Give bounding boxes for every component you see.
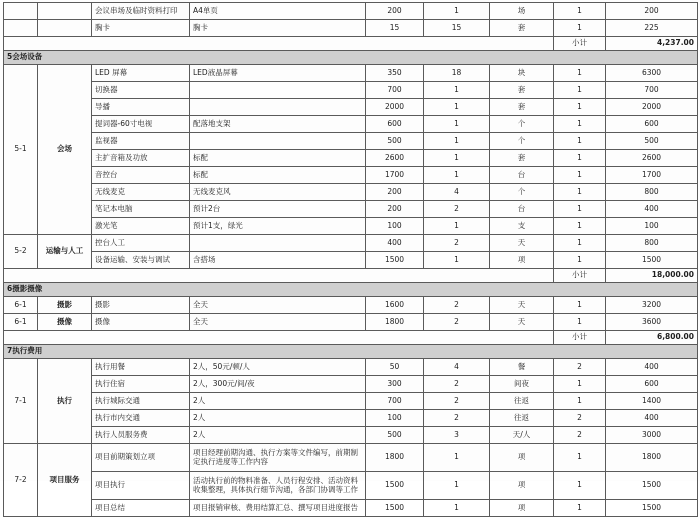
amount-cell: 600 — [606, 376, 698, 393]
spec-cell: 胸卡 — [190, 20, 366, 37]
item-name-cell: 切换器 — [92, 82, 190, 99]
table-row — [4, 20, 698, 37]
price-cell: 600 — [366, 116, 424, 133]
price-cell: 50 — [366, 359, 424, 376]
item-name-cell: 执行住宿 — [92, 376, 190, 393]
group-number: 5-1 — [4, 65, 38, 235]
item-name-cell: 提词器-60寸电视 — [92, 116, 190, 133]
item-name-cell: 音控台 — [92, 167, 190, 184]
price-cell: 200 — [366, 3, 424, 20]
item-name-cell: LED 屏幕 — [92, 65, 190, 82]
spec-cell: 2人 — [190, 393, 366, 410]
table-row — [4, 150, 698, 167]
table-row — [4, 235, 698, 252]
price-cell: 15 — [366, 20, 424, 37]
days-cell: 1 — [554, 472, 606, 500]
item-name-cell: 激光笔 — [92, 218, 190, 235]
spec-cell: 无线麦克风 — [190, 184, 366, 201]
spec-cell: 项目报销审核、费用结算汇总、撰写项目进度报告 — [190, 500, 366, 517]
category-cell — [38, 3, 92, 20]
amount-cell: 2600 — [606, 150, 698, 167]
amount-cell: 800 — [606, 184, 698, 201]
amount-cell: 600 — [606, 116, 698, 133]
spec-cell: 标配 — [190, 150, 366, 167]
qty-cell: 1 — [424, 252, 490, 269]
price-cell: 100 — [366, 218, 424, 235]
table-row — [4, 297, 698, 314]
price-cell: 700 — [366, 393, 424, 410]
table-row — [4, 376, 698, 393]
qty-cell: 2 — [424, 376, 490, 393]
days-cell: 1 — [554, 184, 606, 201]
amount-cell: 1500 — [606, 500, 698, 517]
days-cell: 1 — [554, 133, 606, 150]
amount-cell: 400 — [606, 410, 698, 427]
days-cell: 1 — [554, 444, 606, 472]
days-cell: 1 — [554, 500, 606, 517]
spec-cell: 预计1支，绿光 — [190, 218, 366, 235]
unit-cell: 台 — [490, 201, 554, 218]
amount-cell: 1700 — [606, 167, 698, 184]
group-category: 摄影 — [38, 297, 92, 314]
table-row — [4, 167, 698, 184]
item-name-cell: 执行城际交通 — [92, 393, 190, 410]
amount-cell: 400 — [606, 359, 698, 376]
unit-cell: 餐 — [490, 359, 554, 376]
spec-cell: 项目经理前期沟通、执行方案等文件编写，前期制定执行进度等工作内容 — [190, 444, 366, 472]
table-row — [4, 3, 698, 20]
qty-cell: 15 — [424, 20, 490, 37]
days-cell: 1 — [554, 297, 606, 314]
qty-cell: 1 — [424, 99, 490, 116]
days-cell: 1 — [554, 201, 606, 218]
price-cell: 1700 — [366, 167, 424, 184]
table-row — [4, 410, 698, 427]
table-row — [4, 252, 698, 269]
table-row — [4, 444, 698, 472]
days-cell: 1 — [554, 20, 606, 37]
days-cell: 1 — [554, 218, 606, 235]
table-row — [4, 472, 698, 500]
spec-cell: 预计2台 — [190, 201, 366, 218]
group-category: 执行 — [38, 359, 92, 444]
item-name-cell: 摄影 — [92, 297, 190, 314]
price-cell: 400 — [366, 235, 424, 252]
spec-cell — [190, 99, 366, 116]
qty-cell: 1 — [424, 444, 490, 472]
section-header — [4, 51, 698, 65]
subtotal-spacer — [4, 269, 554, 283]
price-cell: 1800 — [366, 314, 424, 331]
spec-cell: 2人，50元/顿/人 — [190, 359, 366, 376]
spec-cell: 活动执行前的物料准备、人员行程安排、活动资料收集整理，具体执行细节沟通，各部门协调等工作 — [190, 472, 366, 500]
amount-cell: 500 — [606, 133, 698, 150]
amount-cell: 225 — [606, 20, 698, 37]
table-row — [4, 82, 698, 99]
table-row — [4, 314, 698, 331]
days-cell: 2 — [554, 410, 606, 427]
spec-cell: LED液晶屏幕 — [190, 65, 366, 82]
price-cell: 500 — [366, 133, 424, 150]
amount-cell: 1400 — [606, 393, 698, 410]
subtotal-row — [4, 331, 698, 345]
spec-cell: 全天 — [190, 314, 366, 331]
group-number: 7-1 — [4, 359, 38, 444]
days-cell: 1 — [554, 99, 606, 116]
amount-cell: 400 — [606, 201, 698, 218]
spec-cell — [190, 235, 366, 252]
days-cell: 1 — [554, 393, 606, 410]
table-row — [4, 65, 698, 82]
unit-cell: 天 — [490, 297, 554, 314]
unit-cell: 天/人 — [490, 427, 554, 444]
days-cell: 1 — [554, 235, 606, 252]
table-row — [4, 427, 698, 444]
amount-cell: 6300 — [606, 65, 698, 82]
unit-cell: 场 — [490, 3, 554, 20]
price-cell: 300 — [366, 376, 424, 393]
amount-cell: 2000 — [606, 99, 698, 116]
qty-cell: 1 — [424, 133, 490, 150]
item-name-cell: 监视器 — [92, 133, 190, 150]
qty-cell: 2 — [424, 297, 490, 314]
days-cell: 1 — [554, 252, 606, 269]
qty-cell: 1 — [424, 3, 490, 20]
price-cell: 1600 — [366, 297, 424, 314]
days-cell: 1 — [554, 116, 606, 133]
amount-cell: 1800 — [606, 444, 698, 472]
qty-cell: 2 — [424, 393, 490, 410]
section-title: 5会场设备 — [4, 51, 698, 65]
unit-cell: 台 — [490, 167, 554, 184]
seq-cell — [4, 20, 38, 37]
section-header — [4, 283, 698, 297]
price-cell: 2000 — [366, 99, 424, 116]
item-name-cell: 项目总结 — [92, 500, 190, 517]
spec-cell: 含搭场 — [190, 252, 366, 269]
table-row — [4, 116, 698, 133]
days-cell: 1 — [554, 314, 606, 331]
group-category: 摄像 — [38, 314, 92, 331]
unit-cell: 块 — [490, 65, 554, 82]
item-name-cell: 项目执行 — [92, 472, 190, 500]
subtotal-value: 18,000.00 — [606, 269, 698, 283]
unit-cell: 套 — [490, 20, 554, 37]
subtotal-value: 4,237.00 — [606, 37, 698, 51]
table-row — [4, 99, 698, 116]
spec-cell: 配落地支架 — [190, 116, 366, 133]
unit-cell: 天 — [490, 235, 554, 252]
qty-cell: 2 — [424, 235, 490, 252]
item-name-cell: 无线麦克 — [92, 184, 190, 201]
item-name-cell: 设备运输、安装与调试 — [92, 252, 190, 269]
spec-cell — [190, 133, 366, 150]
group-number: 6-1 — [4, 314, 38, 331]
amount-cell: 1500 — [606, 252, 698, 269]
table-row — [4, 218, 698, 235]
unit-cell: 往返 — [490, 410, 554, 427]
price-cell: 200 — [366, 201, 424, 218]
subtotal-label: 小计 — [554, 331, 606, 345]
unit-cell: 套 — [490, 150, 554, 167]
group-number: 7-2 — [4, 444, 38, 517]
amount-cell: 800 — [606, 235, 698, 252]
qty-cell: 1 — [424, 500, 490, 517]
days-cell: 1 — [554, 65, 606, 82]
amount-cell: 3600 — [606, 314, 698, 331]
item-name-cell: 胸卡 — [92, 20, 190, 37]
price-cell: 200 — [366, 184, 424, 201]
qty-cell: 1 — [424, 116, 490, 133]
qty-cell: 1 — [424, 82, 490, 99]
subtotal-value: 6,800.00 — [606, 331, 698, 345]
spec-cell: A4单页 — [190, 3, 366, 20]
item-name-cell: 主扩音箱及功放 — [92, 150, 190, 167]
unit-cell: 项 — [490, 444, 554, 472]
table-row — [4, 184, 698, 201]
days-cell: 1 — [554, 167, 606, 184]
table-row — [4, 393, 698, 410]
item-name-cell: 摄像 — [92, 314, 190, 331]
section-header — [4, 345, 698, 359]
unit-cell: 项 — [490, 500, 554, 517]
unit-cell: 个 — [490, 184, 554, 201]
item-name-cell: 项目前期策划立项 — [92, 444, 190, 472]
days-cell: 2 — [554, 359, 606, 376]
qty-cell: 2 — [424, 410, 490, 427]
table-row — [4, 201, 698, 218]
amount-cell: 200 — [606, 3, 698, 20]
qty-cell: 2 — [424, 314, 490, 331]
amount-cell: 3000 — [606, 427, 698, 444]
unit-cell: 间夜 — [490, 376, 554, 393]
spec-cell: 2人，300元/间/夜 — [190, 376, 366, 393]
group-category: 会场 — [38, 65, 92, 235]
qty-cell: 18 — [424, 65, 490, 82]
qty-cell: 1 — [424, 150, 490, 167]
item-name-cell: 执行用餐 — [92, 359, 190, 376]
unit-cell: 支 — [490, 218, 554, 235]
price-cell: 2600 — [366, 150, 424, 167]
subtotal-row — [4, 37, 698, 51]
unit-cell: 天 — [490, 314, 554, 331]
unit-cell: 项 — [490, 472, 554, 500]
item-name-cell: 控台人工 — [92, 235, 190, 252]
section-title: 7执行费用 — [4, 345, 698, 359]
days-cell: 1 — [554, 376, 606, 393]
spec-cell: 2人 — [190, 427, 366, 444]
group-number: 6-1 — [4, 297, 38, 314]
price-cell: 700 — [366, 82, 424, 99]
spec-cell: 2人 — [190, 410, 366, 427]
qty-cell: 2 — [424, 201, 490, 218]
group-number: 5-2 — [4, 235, 38, 269]
qty-cell: 1 — [424, 472, 490, 500]
group-category: 运输与人工 — [38, 235, 92, 269]
unit-cell: 项 — [490, 252, 554, 269]
qty-cell: 4 — [424, 184, 490, 201]
group-category: 项目服务 — [38, 444, 92, 517]
spec-cell: 全天 — [190, 297, 366, 314]
qty-cell: 3 — [424, 427, 490, 444]
unit-cell: 套 — [490, 99, 554, 116]
unit-cell: 个 — [490, 116, 554, 133]
item-name-cell: 会议串场及临时资料打印 — [92, 3, 190, 20]
spec-cell — [190, 82, 366, 99]
days-cell: 1 — [554, 3, 606, 20]
price-cell: 1500 — [366, 472, 424, 500]
subtotal-label: 小计 — [554, 269, 606, 283]
spec-cell: 标配 — [190, 167, 366, 184]
item-name-cell: 导播 — [92, 99, 190, 116]
price-cell: 500 — [366, 427, 424, 444]
price-cell: 100 — [366, 410, 424, 427]
category-cell — [38, 20, 92, 37]
subtotal-row — [4, 269, 698, 283]
quotation-table — [3, 2, 698, 517]
amount-cell: 3200 — [606, 297, 698, 314]
amount-cell: 700 — [606, 82, 698, 99]
qty-cell: 1 — [424, 167, 490, 184]
price-cell: 1500 — [366, 500, 424, 517]
item-name-cell: 执行人员服务费 — [92, 427, 190, 444]
price-cell: 1500 — [366, 252, 424, 269]
item-name-cell: 笔记本电脑 — [92, 201, 190, 218]
qty-cell: 4 — [424, 359, 490, 376]
table-row — [4, 359, 698, 376]
table-row — [4, 133, 698, 150]
subtotal-label: 小计 — [554, 37, 606, 51]
section-title: 6摄影摄像 — [4, 283, 698, 297]
subtotal-spacer — [4, 331, 554, 345]
qty-cell: 1 — [424, 218, 490, 235]
seq-cell — [4, 3, 38, 20]
amount-cell: 1500 — [606, 472, 698, 500]
amount-cell: 100 — [606, 218, 698, 235]
unit-cell: 套 — [490, 82, 554, 99]
subtotal-spacer — [4, 37, 554, 51]
unit-cell: 往返 — [490, 393, 554, 410]
days-cell: 1 — [554, 82, 606, 99]
table-row — [4, 500, 698, 517]
days-cell: 1 — [554, 150, 606, 167]
price-cell: 1800 — [366, 444, 424, 472]
item-name-cell: 执行市内交通 — [92, 410, 190, 427]
unit-cell: 个 — [490, 133, 554, 150]
price-cell: 350 — [366, 65, 424, 82]
days-cell: 2 — [554, 427, 606, 444]
